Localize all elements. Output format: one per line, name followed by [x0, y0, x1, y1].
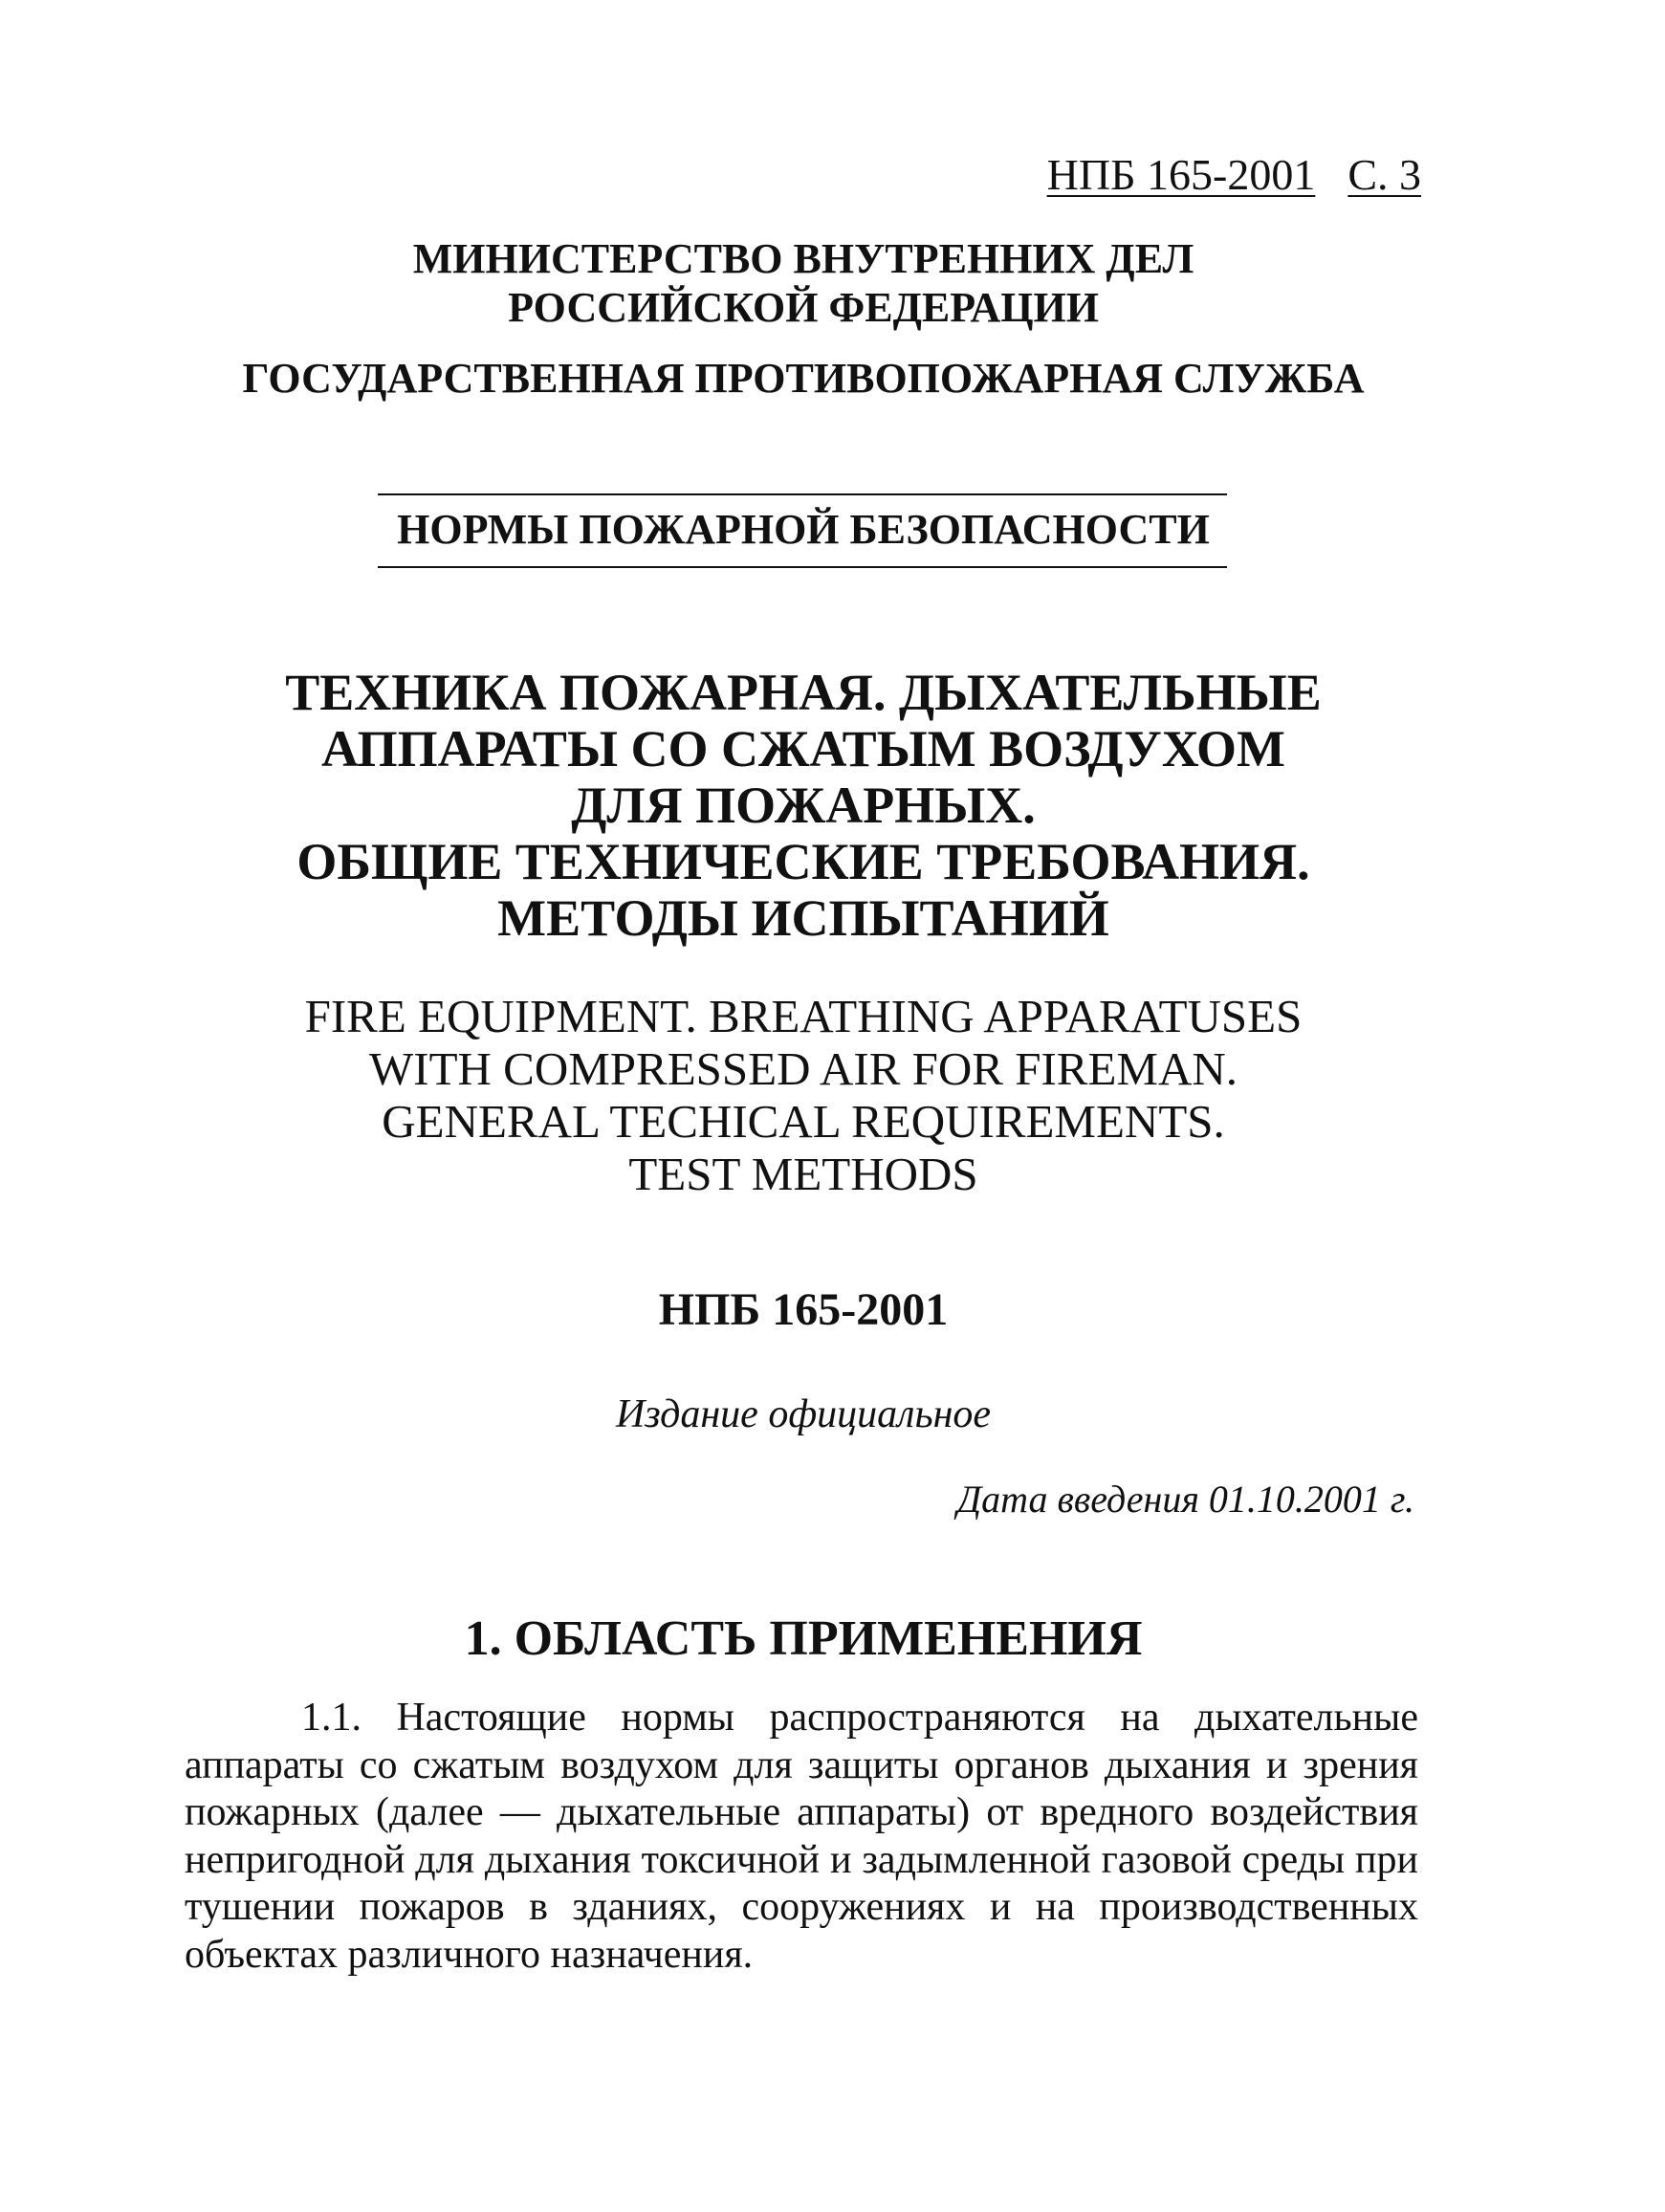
effective-date: Дата введения 01.10.2001 г. — [956, 1478, 1414, 1521]
fire-service-heading: ГОСУДАРСТВЕННАЯ ПРОТИВОПОЖАРНАЯ СЛУЖБА — [242, 355, 1365, 402]
title-ru-line: ОБЩИЕ ТЕХНИЧЕСКИЕ ТРЕБОВАНИЯ. — [296, 833, 1310, 890]
paragraph-1-1: 1.1. Настоящие нормы распространяются на дыхательные аппараты со сжатым воздухом для защиты органов дыхания и зрения пожарных (далее — дыхательные аппараты) от вредного воздействия непригодной для дыхания токсичной и задымленной газовой среды при тушении пожаров в зданиях, сооружениях и на производственных объектах различного назначения. — [185, 1696, 1418, 1977]
title-ru-line: ДЛЯ ПОЖАРНЫХ. — [571, 777, 1036, 834]
edition-note: Издание официальное — [615, 1392, 992, 1436]
title-ru-line: ТЕХНИКА ПОЖАРНАЯ. ДЫХАТЕЛЬНЫЕ — [285, 664, 1322, 721]
ministry-line-2: РОССИЙСКОЙ ФЕДЕРАЦИИ — [508, 284, 1099, 331]
ministry-heading — [172, 234, 1435, 332]
page-header-reference — [1046, 150, 1421, 199]
section-title: 1. ОБЛАСТЬ ПРИМЕНЕНИЯ — [464, 1611, 1143, 1666]
title-ru-line: МЕТОДЫ ИСПЫТАНИЙ — [497, 889, 1109, 947]
ministry-line-1: МИНИСТЕРСТВО ВНУТРЕННИХ ДЕЛ — [412, 235, 1194, 282]
header-page-number: С. 3 — [1347, 150, 1421, 199]
document-title-english — [172, 990, 1435, 1200]
document-title-russian — [172, 665, 1435, 947]
document-code: НПБ 165-2001 — [658, 1284, 949, 1335]
title-ru-line: АППАРАТЫ СО СЖАТЫМ ВОЗДУХОМ — [320, 720, 1286, 777]
norms-bottom-rule — [378, 566, 1227, 568]
title-en-line: FIRE EQUIPMENT. BREATHING APPARATUSES — [304, 990, 1303, 1042]
norms-top-rule — [378, 493, 1227, 495]
norms-heading: НОРМЫ ПОЖАРНОЙ БЕЗОПАСНОСТИ — [397, 506, 1210, 553]
header-document-code: НПБ 165-2001 — [1046, 150, 1316, 199]
title-en-line: WITH COMPRESSED AIR FOR FIREMAN. — [369, 1042, 1238, 1095]
title-en-line: TEST METHODS — [628, 1148, 978, 1200]
title-en-line: GENERAL TECHICAL REQUIREMENTS. — [382, 1095, 1225, 1148]
